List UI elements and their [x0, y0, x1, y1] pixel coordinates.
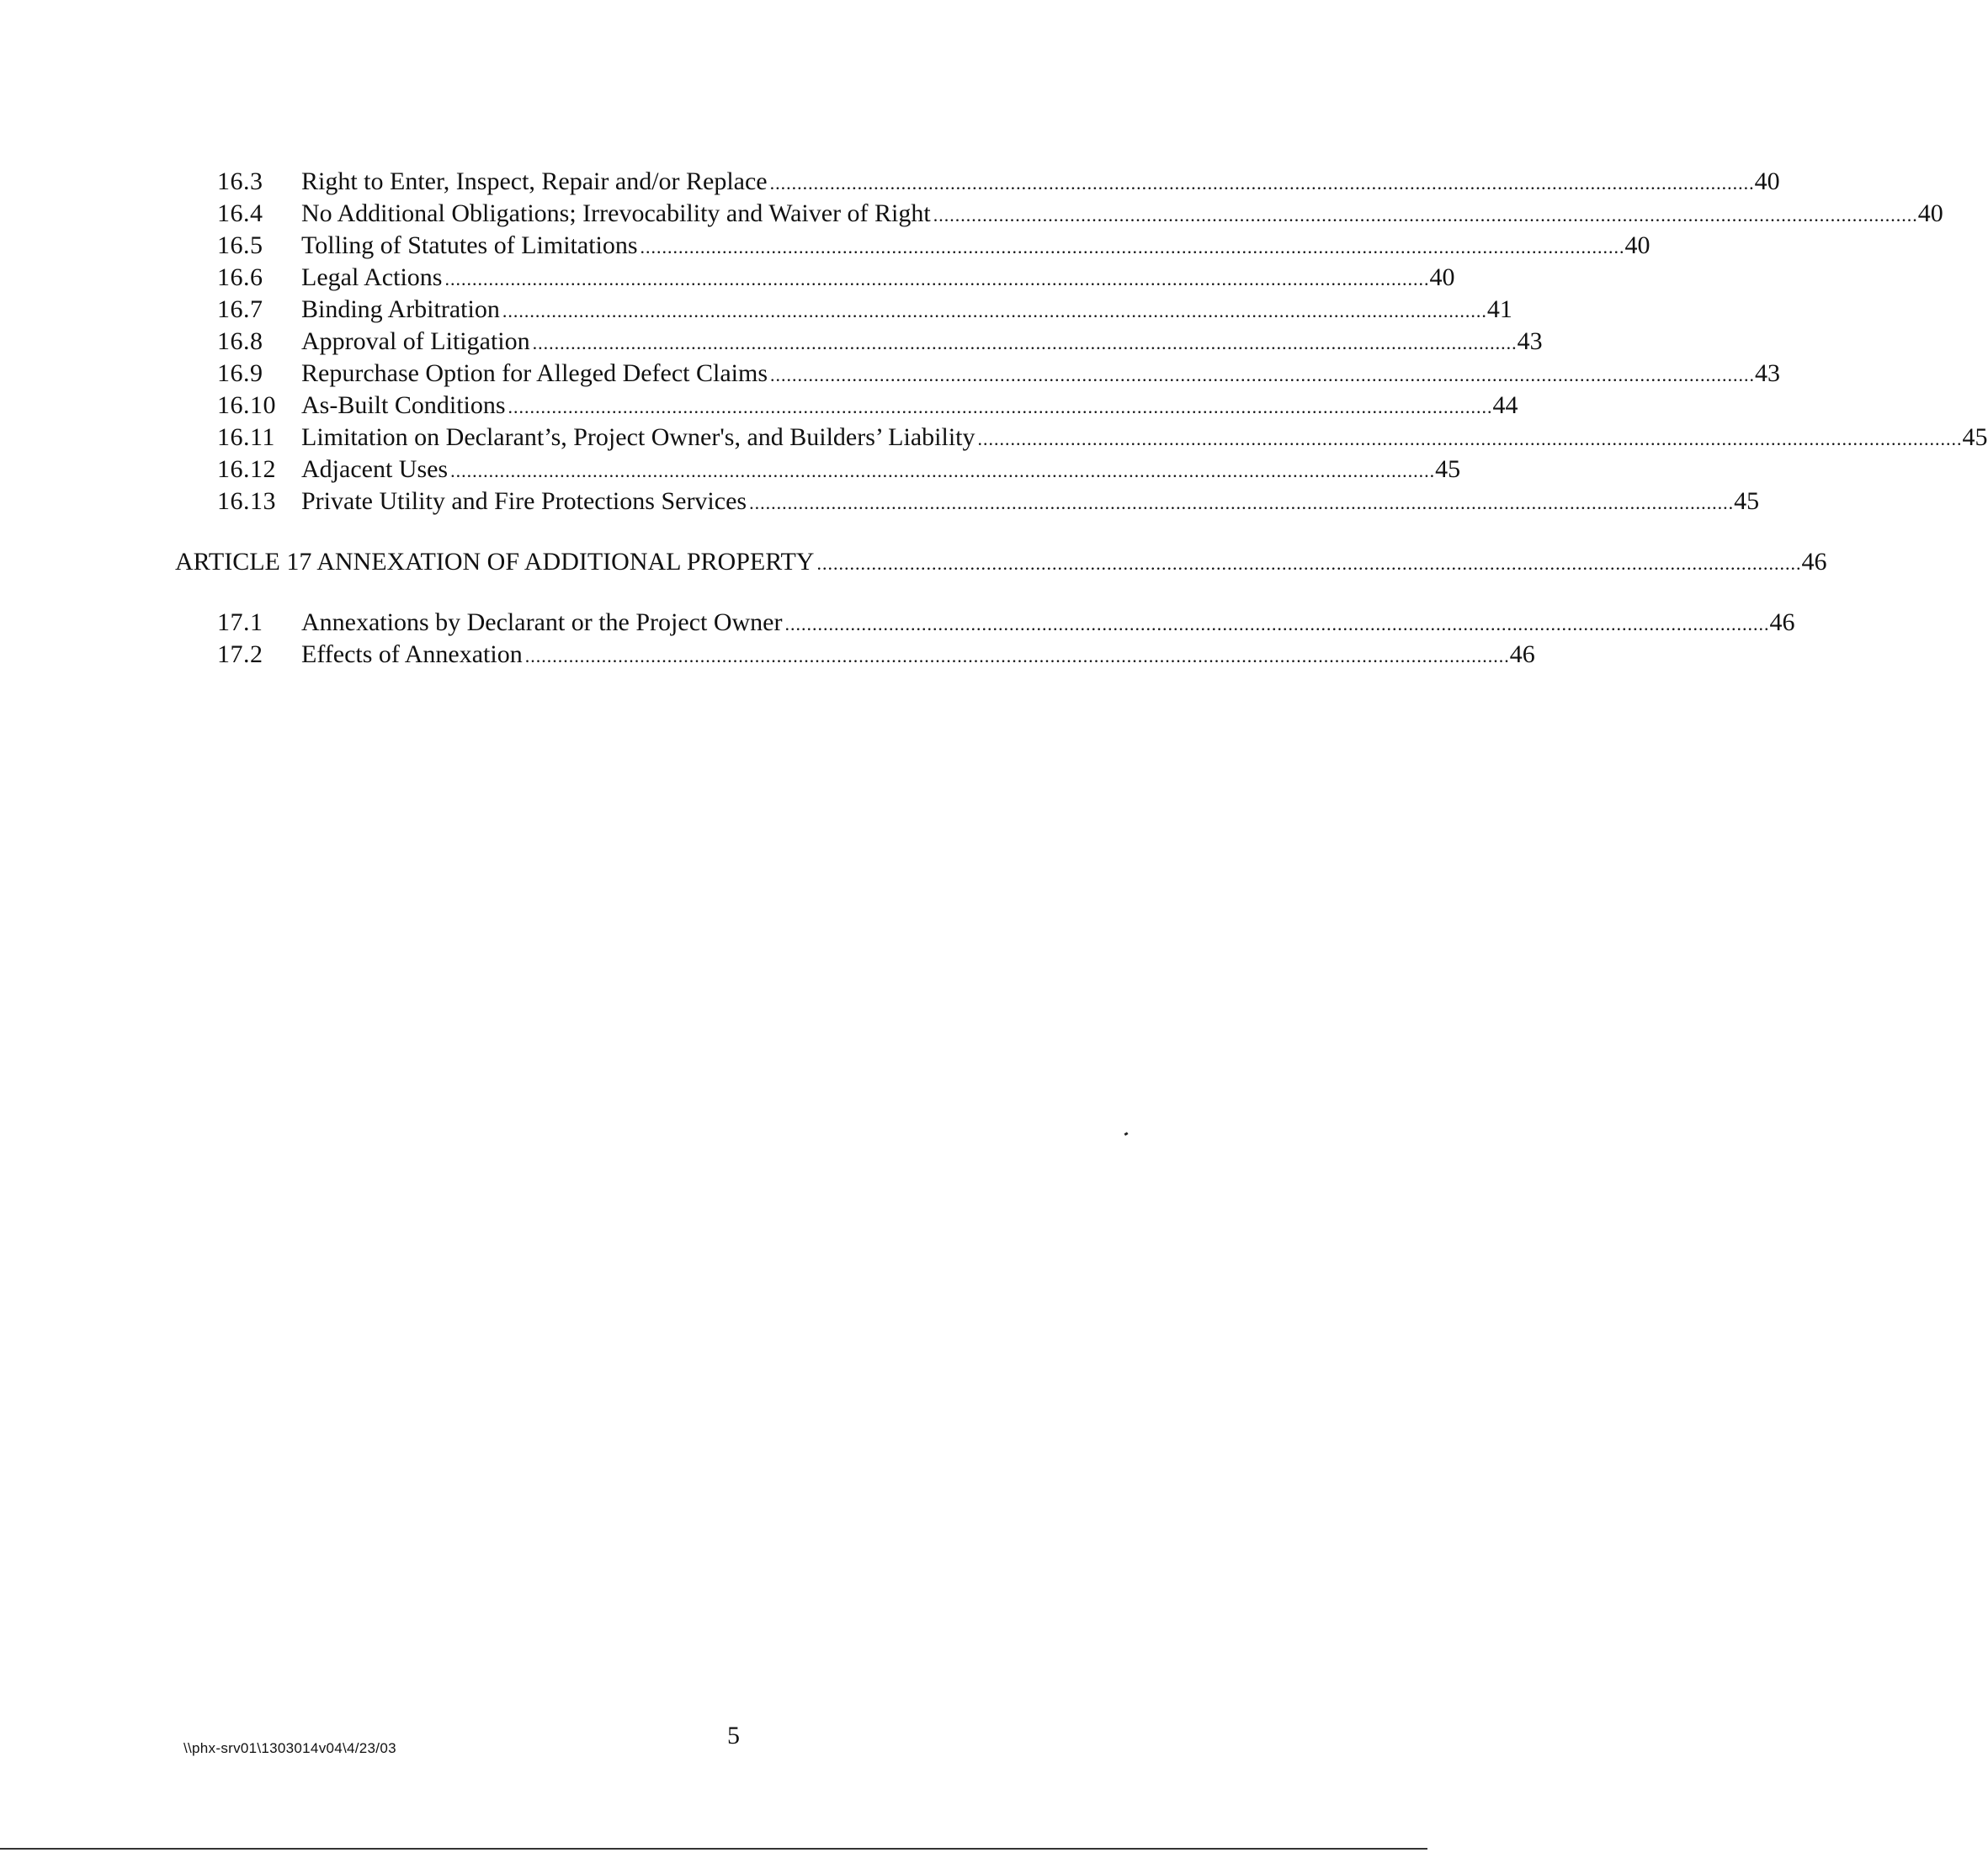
footer-document-id: \\phx-srv01\1303014v04\4/23/03 — [183, 1740, 396, 1756]
toc-entry-16-13 — [0, 485, 1760, 518]
toc-entry-16-12 — [0, 453, 1461, 486]
page-number: 5 — [727, 1722, 740, 1749]
toc-entry-16-9 — [0, 357, 1781, 390]
toc-entry-title: Binding Arbitration — [301, 295, 500, 323]
dot-leader: .................................................................................................................................................................................... — [444, 268, 1430, 289]
toc-entry-17-1 — [0, 606, 1795, 640]
toc-entry-page: 40 — [1624, 231, 1650, 259]
toc-entry-number: 16.5 — [217, 231, 263, 259]
toc-entry-16-3 — [0, 165, 1780, 199]
toc-entry-page: 40 — [1754, 167, 1780, 195]
dot-leader: .................................................................................................................................................................................... — [784, 613, 1770, 634]
toc-entry-title: Legal Actions — [301, 263, 443, 291]
toc-entry-page: 45 — [1962, 423, 1988, 451]
dot-leader: .................................................................................................................................................................................... — [769, 173, 1755, 194]
toc-entry-page: 45 — [1435, 455, 1461, 483]
dot-leader: .................................................................................................................................................................................... — [816, 553, 1802, 574]
toc-entry-number: 17.1 — [217, 608, 263, 636]
toc-entry-title: Approval of Litigation — [301, 327, 530, 355]
toc-entry-16-11 — [0, 421, 1988, 454]
toc-entry-16-10 — [0, 389, 1518, 422]
toc-entry-number: 16.3 — [217, 167, 263, 195]
toc-entry-title: Private Utility and Fire Protections Services — [301, 487, 747, 515]
toc-entry-title: Limitation on Declarant’s, Project Owner's, and Builders’ Liability — [301, 423, 975, 451]
dot-leader: .................................................................................................................................................................................... — [524, 645, 1510, 666]
toc-entry-16-6 — [0, 261, 1455, 295]
toc-article-17 — [0, 545, 1827, 579]
toc-entry-number: 16.8 — [217, 327, 263, 355]
toc-entry-16-5 — [0, 229, 1650, 263]
dot-leader: .................................................................................................................................................................................... — [770, 364, 1756, 385]
toc-entry-number: 16.10 — [217, 391, 276, 419]
toc-entry-page: 46 — [1509, 640, 1535, 668]
footer-rule — [0, 1848, 1427, 1850]
toc-entry-number: 16.11 — [217, 423, 275, 451]
toc-entry-page: 41 — [1486, 295, 1512, 323]
toc-entry-title: No Additional Obligations; Irrevocability and Waiver of Right — [301, 199, 931, 227]
toc-entry-16-7 — [0, 293, 1512, 326]
toc-entry-page: 45 — [1734, 487, 1760, 515]
dot-leader: .................................................................................................................................................................................... — [502, 300, 1487, 321]
toc-entry-page: 40 — [1917, 199, 1943, 227]
toc-entry-page: 44 — [1492, 391, 1518, 419]
toc-entry-number: 16.9 — [217, 359, 263, 387]
toc-entry-title: Repurchase Option for Alleged Defect Claims — [301, 359, 768, 387]
scan-speck — [1124, 1132, 1129, 1136]
toc-article-title: ARTICLE 17 ANNEXATION OF ADDITIONAL PROPERTY — [175, 548, 815, 576]
toc-entry-page: 40 — [1429, 263, 1455, 291]
toc-entry-16-8 — [0, 325, 1543, 358]
toc-article-page: 46 — [1801, 548, 1827, 576]
toc-entry-title: As-Built Conditions — [301, 391, 506, 419]
dot-leader: .................................................................................................................................................................................... — [977, 428, 1963, 449]
dot-leader: .................................................................................................................................................................................... — [508, 396, 1493, 417]
toc-entry-title: Annexations by Declarant or the Project Owner — [301, 608, 783, 636]
toc-entry-page: 43 — [1517, 327, 1543, 355]
toc-entry-number: 16.7 — [217, 295, 263, 323]
toc-entry-number: 16.12 — [217, 455, 276, 483]
toc-entry-page: 43 — [1755, 359, 1781, 387]
toc-entry-number: 16.4 — [217, 199, 263, 227]
dot-leader: .................................................................................................................................................................................... — [450, 460, 1436, 481]
toc-entry-title: Right to Enter, Inspect, Repair and/or Replace — [301, 167, 768, 195]
toc-entry-title: Tolling of Statutes of Limitations — [301, 231, 638, 259]
toc-entry-number: 16.6 — [217, 263, 263, 291]
toc-entry-number: 16.13 — [217, 487, 276, 515]
dot-leader: .................................................................................................................................................................................... — [749, 492, 1735, 513]
toc-entry-17-2 — [0, 638, 1535, 672]
toc-entry-number: 17.2 — [217, 640, 263, 668]
dot-leader: .................................................................................................................................................................................... — [640, 236, 1625, 257]
toc-entry-16-4 — [0, 197, 1943, 231]
dot-leader: .................................................................................................................................................................................... — [532, 332, 1518, 353]
toc-entry-title: Effects of Annexation — [301, 640, 523, 668]
dot-leader: .................................................................................................................................................................................... — [933, 204, 1918, 226]
toc-entry-title: Adjacent Uses — [301, 455, 449, 483]
toc-entry-page: 46 — [1769, 608, 1795, 636]
